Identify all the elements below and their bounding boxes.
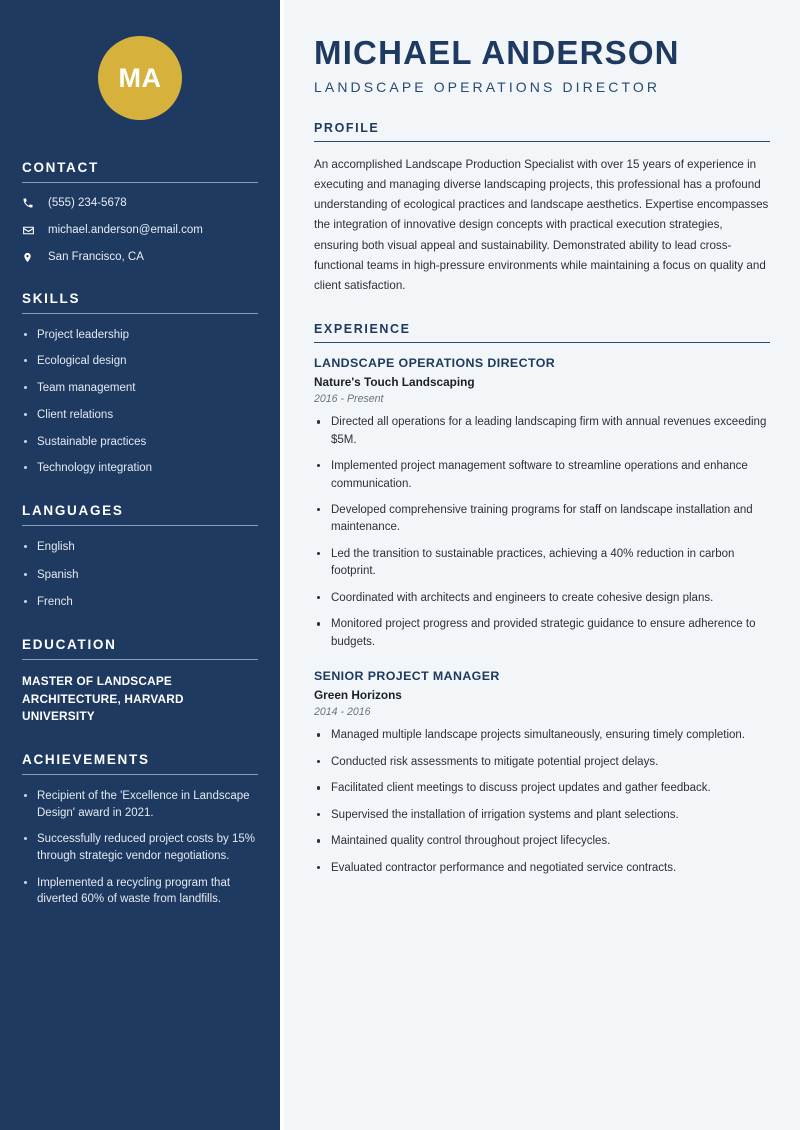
experience-job-title: LANDSCAPE OPERATIONS DIRECTOR: [314, 356, 556, 371]
education-heading: EDUCATION: [22, 636, 117, 652]
list-item: Conducted risk assessments to mitigate potential project delays.: [314, 754, 770, 771]
contact-email-value: michael.anderson@email.com: [48, 223, 203, 236]
achievements-list: [22, 788, 258, 908]
education-entry: MASTER OF LANDSCAPE ARCHITECTURE, HARVARD UNIVERSITY: [22, 673, 184, 724]
experience-heading: EXPERIENCE: [314, 322, 411, 337]
experience-company: Nature's Touch Landscaping: [314, 375, 475, 390]
experience-dates: 2014 - 2016: [314, 706, 371, 719]
list-item: Developed comprehensive training programs for staff on landscape installation and maintenance.: [314, 502, 770, 537]
languages-heading: LANGUAGES: [22, 502, 124, 518]
experience-dates: 2016 - Present: [314, 393, 384, 406]
list-item: Successfully reduced project costs by 15% through strategic vendor negotiations.: [22, 831, 258, 864]
contact-item-email[interactable]: [22, 223, 258, 238]
achievements-divider: [22, 774, 258, 775]
list-item: Team management: [22, 380, 258, 397]
experience-job-title: SENIOR PROJECT MANAGER: [314, 669, 500, 684]
experience-entry: [314, 669, 770, 877]
list-item: Project leadership: [22, 327, 258, 344]
languages-list: [22, 539, 258, 611]
phone-icon: [22, 196, 39, 210]
avatar-container: [22, 0, 258, 160]
avatar-initials: MA: [118, 62, 162, 93]
list-item: Maintained quality control throughout project lifecycles.: [314, 833, 770, 850]
list-item: Supervised the installation of irrigation systems and plant selections.: [314, 807, 770, 824]
list-item: Evaluated contractor performance and negotiated service contracts.: [314, 860, 770, 877]
contact-phone-value: (555) 234-5678: [48, 197, 127, 209]
list-item: Implemented project management software to streamline operations and enhance communication.: [314, 458, 770, 493]
list-item: Recipient of the 'Excellence in Landscape Design' award in 2021.: [22, 788, 258, 821]
education-divider: [22, 659, 258, 660]
experience-bullet-list: [314, 727, 770, 877]
location-pin-icon: [22, 250, 39, 264]
sidebar-section-education: [22, 637, 258, 726]
page-title: MICHAEL ANDERSON: [314, 34, 680, 71]
sidebar-section-skills: [22, 291, 258, 477]
main-content: [280, 0, 800, 1130]
contact-item-location[interactable]: [22, 250, 258, 265]
list-item: English: [22, 539, 258, 556]
experience-bullet-list: [314, 414, 770, 651]
achievements-heading: ACHIEVEMENTS: [22, 751, 150, 767]
skills-list: [22, 327, 258, 477]
sidebar-section-contact: [22, 160, 258, 265]
experience-entry: [314, 356, 770, 651]
skills-divider: [22, 313, 258, 314]
list-item: Ecological design: [22, 353, 258, 370]
list-item: French: [22, 594, 258, 611]
contact-heading: CONTACT: [22, 160, 99, 175]
section-experience: [314, 322, 770, 877]
list-item: Managed multiple landscape projects simultaneously, ensuring timely completion.: [314, 727, 770, 744]
experience-divider: [314, 342, 770, 343]
list-item: Led the transition to sustainable practices, achieving a 40% reduction in carbon footprint.: [314, 546, 770, 581]
list-item: Sustainable practices: [22, 434, 258, 451]
email-icon: [22, 223, 39, 237]
sidebar: [0, 0, 280, 1130]
avatar: [98, 36, 182, 120]
list-item: Facilitated client meetings to discuss project updates and gather feedback.: [314, 780, 770, 797]
list-item: Monitored project progress and provided strategic guidance to ensure adherence to budgets.: [314, 616, 770, 651]
sidebar-section-achievements: [22, 752, 258, 908]
section-profile: [314, 121, 770, 296]
contact-item-phone[interactable]: [22, 196, 258, 211]
list-item: Directed all operations for a leading landscaping firm with annual revenues exceeding $5M.: [314, 414, 770, 449]
profile-divider: [314, 141, 770, 142]
list-item: Coordinated with architects and engineers to create cohesive design plans.: [314, 590, 770, 607]
profile-text: An accomplished Landscape Production Specialist with over 15 years of experience in executing and managing diverse landscaping projects, this professional has a profound understanding of ecological practices and landscape aesthetics. Expertise encompasses the integration of innovative design concepts with practical execution strategies, ensuring both visual appeal and sustainability. Demonstrated ability to lead cross-functional teams in high-pressure environments while maintaining a focus on quality and client satisfaction.: [314, 157, 769, 292]
skills-heading: SKILLS: [22, 290, 81, 306]
profile-heading: PROFILE: [314, 120, 380, 135]
contact-location-value: San Francisco, CA: [48, 250, 144, 263]
list-item: Technology integration: [22, 460, 258, 477]
headline-job-title: LANDSCAPE OPERATIONS DIRECTOR: [314, 78, 661, 95]
contact-divider: [22, 182, 258, 183]
languages-divider: [22, 525, 258, 526]
list-item: Spanish: [22, 567, 258, 584]
list-item: Client relations: [22, 407, 258, 424]
sidebar-section-languages: [22, 503, 258, 611]
list-item: Implemented a recycling program that diverted 60% of waste from landfills.: [22, 875, 258, 908]
experience-company: Green Horizons: [314, 688, 402, 703]
